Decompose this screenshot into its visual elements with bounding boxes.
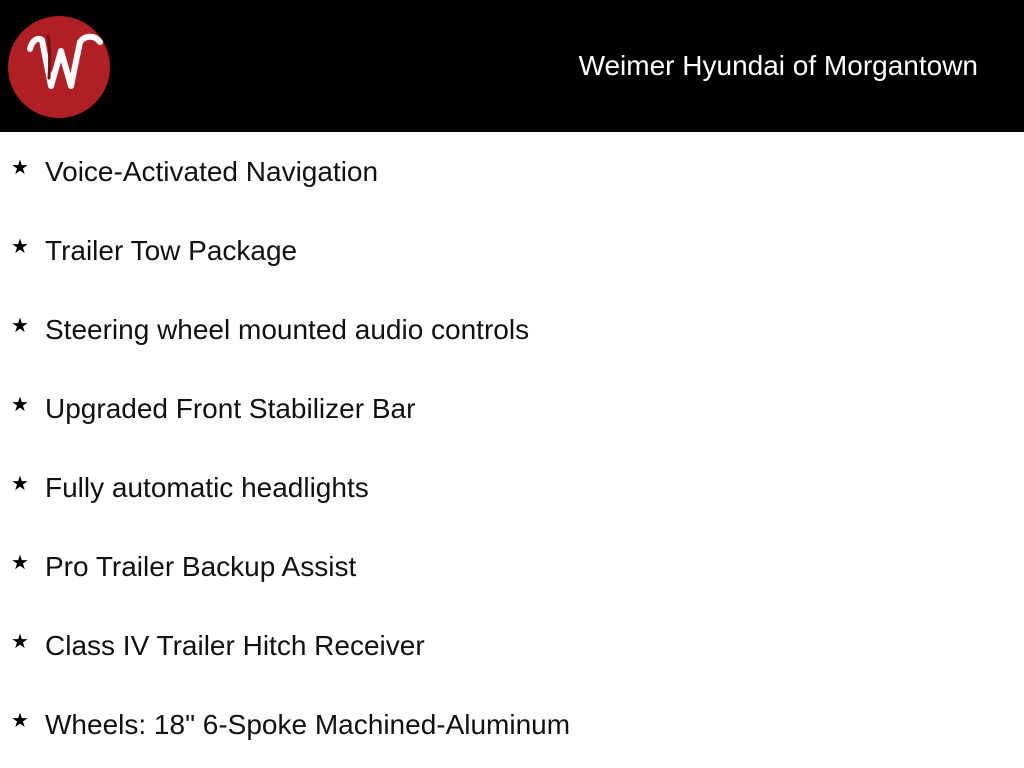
feature-label: Class IV Trailer Hitch Receiver (45, 630, 425, 661)
feature-label: Wheels: 18" 6-Spoke Machined-Aluminum (45, 709, 571, 740)
feature-item (0, 290, 1024, 369)
feature-item (0, 448, 1024, 527)
feature-item (0, 211, 1024, 290)
feature-label: Fully automatic headlights (45, 472, 369, 503)
star-icon: ★ (11, 157, 29, 179)
page-header (0, 0, 1024, 132)
feature-label: Pro Trailer Backup Assist (45, 551, 357, 582)
feature-label: Voice-Activated Navigation (45, 156, 379, 187)
star-icon: ★ (11, 394, 29, 416)
star-icon: ★ (11, 315, 29, 337)
feature-label: Steering wheel mounted audio controls (45, 314, 530, 345)
feature-item (0, 685, 1024, 764)
feature-item (0, 369, 1024, 448)
star-icon: ★ (11, 710, 29, 732)
feature-item (0, 132, 1024, 211)
feature-item (0, 606, 1024, 685)
star-icon: ★ (11, 552, 29, 574)
feature-label: Upgraded Front Stabilizer Bar (45, 393, 416, 424)
star-icon: ★ (11, 236, 29, 258)
star-icon: ★ (11, 631, 29, 653)
feature-item (0, 527, 1024, 606)
star-icon: ★ (11, 473, 29, 495)
feature-label: Trailer Tow Package (45, 235, 298, 266)
dealer-logo-icon (8, 16, 110, 118)
dealer-name: Weimer Hyundai of Morgantown (578, 50, 978, 81)
feature-list (0, 132, 1024, 764)
